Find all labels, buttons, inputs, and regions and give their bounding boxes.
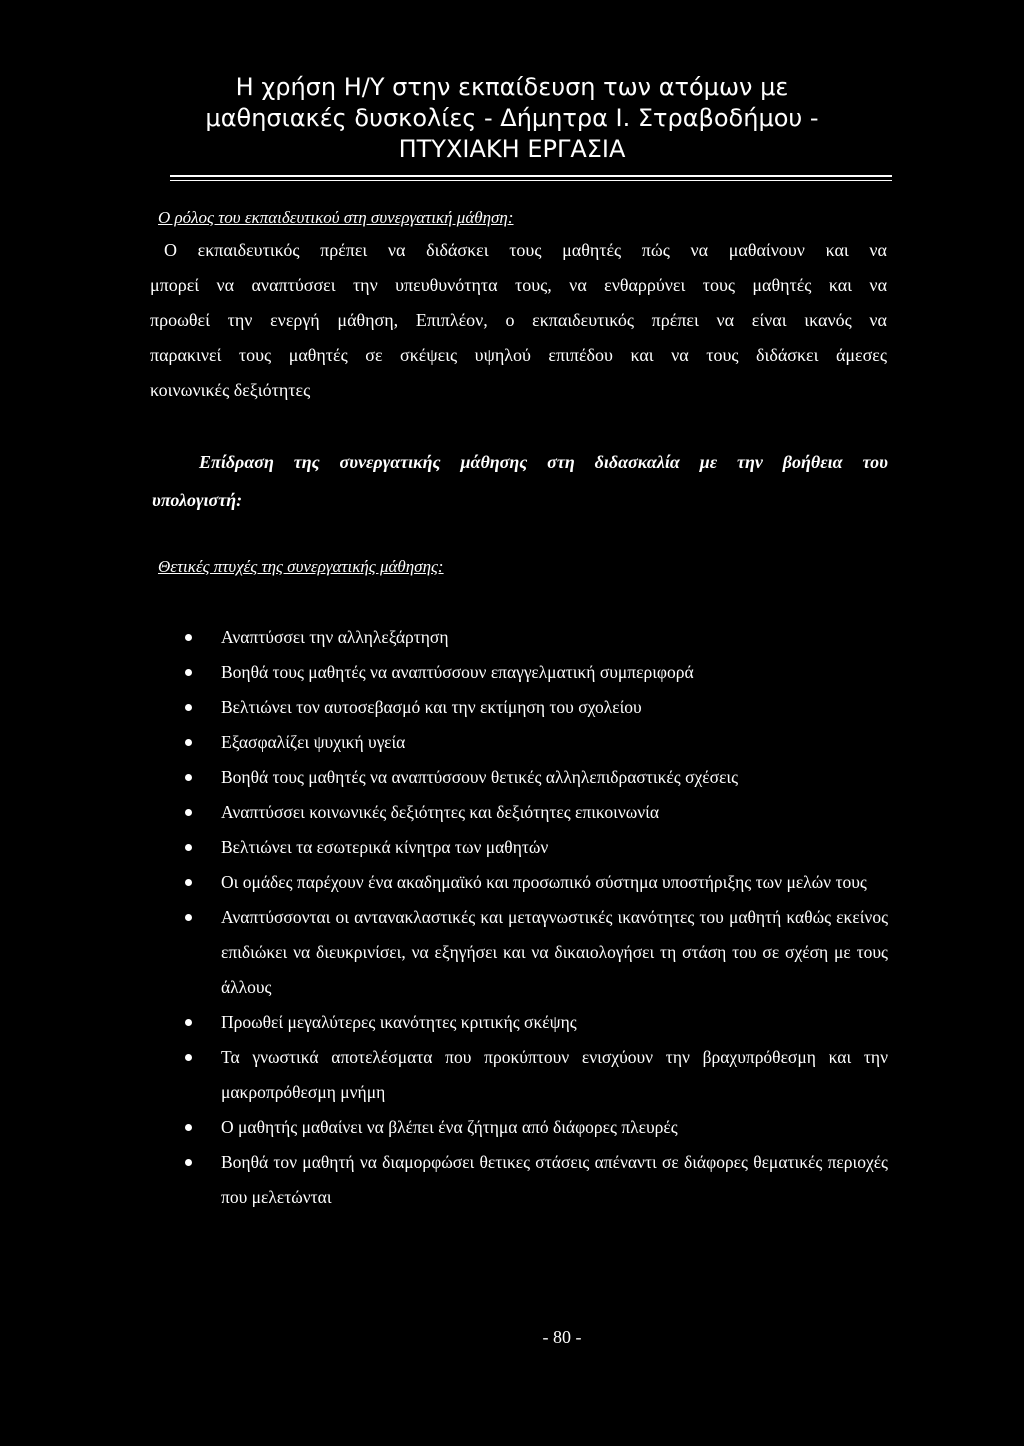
header-title-line: Η χρήση Η/Υ στην εκπαίδευση των ατόμων με xyxy=(235,73,789,101)
positive-aspects-list xyxy=(0,620,1024,1215)
list-item: Αναπτύσσει την αλληλεξάρτηση xyxy=(221,620,888,655)
header-title-line: μαθησιακές δυσκολίες - Δήμητρα Ι. Στραβοδήμου - xyxy=(205,104,819,132)
bullet-icon xyxy=(185,1019,192,1026)
paragraph-line: μπορεί να αναπτύσσει την υπευθυνότητα τους, να ενθαρρύνει τους μαθητές και να xyxy=(150,275,887,295)
list-item: Βοηθά τους μαθητές να αναπτύσσουν επαγγελματική συμπεριφορά xyxy=(221,655,888,690)
list-item: Βελτιώνει τα εσωτερικά κίνητρα των μαθητών xyxy=(221,830,888,865)
list-item: Τα γνωστικά αποτελέσματα που προκύπτουν ενισχύουν την βραχυπρόθεσμη και την μακροπρόθεσμη μνήμη xyxy=(221,1040,888,1110)
bullet-icon xyxy=(185,1124,192,1131)
header-divider-thick xyxy=(170,175,892,177)
bullet-icon xyxy=(185,1054,192,1061)
bullet-icon xyxy=(185,634,192,641)
bullet-icon xyxy=(185,914,192,921)
list-item: Ο μαθητής μαθαίνει να βλέπει ένα ζήτημα από διάφορες πλευρές xyxy=(221,1110,888,1145)
paragraph-line: Ο εκπαιδευτικός πρέπει να διδάσκει τους μαθητές πώς να μαθαίνουν και να xyxy=(164,240,887,260)
teacher-role-paragraph xyxy=(150,233,887,408)
section-heading-positive-aspects: Θετικές πτυχές της συνεργατικής μάθησης: xyxy=(158,557,444,576)
bullet-icon xyxy=(185,844,192,851)
bullet-icon xyxy=(185,739,192,746)
page-header xyxy=(0,72,1024,165)
list-item: Βελτιώνει τον αυτοσεβασμό και την εκτίμηση του σχολείου xyxy=(221,690,888,725)
list-item: Αναπτύσσει κοινωνικές δεξιότητες και δεξιότητες επικοινωνία xyxy=(221,795,888,830)
section-heading-impact xyxy=(152,443,888,519)
section-heading-teacher-role: Ο ρόλος του εκπαιδευτικού στη συνεργατική μάθηση: xyxy=(158,208,514,227)
list-item: Βοηθά τον μαθητή να διαμορφώσει θετικες στάσεις απέναντι σε διάφορες θεματικές περιοχές που μελετώνται xyxy=(221,1145,888,1215)
bullet-icon xyxy=(185,669,192,676)
impact-heading-line1: Επίδραση της συνεργατικής μάθησης στη διδασκαλία με την βοήθεια του xyxy=(199,452,888,472)
bullet-icon xyxy=(185,704,192,711)
bullet-icon xyxy=(185,879,192,886)
impact-heading-line2: υπολογιστή: xyxy=(152,490,243,510)
bullet-icon xyxy=(185,774,192,781)
paragraph-line: κοινωνικές δεξιότητες xyxy=(150,380,311,400)
header-divider-thin xyxy=(170,180,892,181)
list-item: Οι ομάδες παρέχουν ένα ακαδημαϊκό και προσωπικό σύστημα υποστήριξης των μελών τους xyxy=(221,865,888,900)
list-item: Εξασφαλίζει ψυχική υγεία xyxy=(221,725,888,760)
header-title-line: ΠΤΥΧΙΑΚΗ ΕΡΓΑΣΙΑ xyxy=(398,135,626,163)
list-item: Αναπτύσσονται οι αντανακλαστικές και μεταγνωστικές ικανότητες του μαθητή καθώς εκείνος επιδιώκει να διευκρινίσει, να εξηγήσει και να δικαιολογήσει τη στάση του σε σχέση με τους άλλους xyxy=(221,900,888,1005)
bullet-icon xyxy=(185,809,192,816)
list-item: Βοηθά τους μαθητές να αναπτύσσουν θετικές αλληλεπιδραστικές σχέσεις xyxy=(221,760,888,795)
paragraph-line: προωθεί την ενεργή μάθηση, Επιπλέον, ο εκπαιδευτικός πρέπει να είναι ικανός να xyxy=(150,310,887,330)
bullet-icon xyxy=(185,1159,192,1166)
paragraph-line: παρακινεί τους μαθητές σε σκέψεις υψηλού επιπέδου και να τους διδάσκει άμεσες xyxy=(150,345,887,365)
page-number: - 80 - xyxy=(542,1327,582,1347)
list-item: Προωθεί μεγαλύτερες ικανότητες κριτικής σκέψης xyxy=(221,1005,888,1040)
